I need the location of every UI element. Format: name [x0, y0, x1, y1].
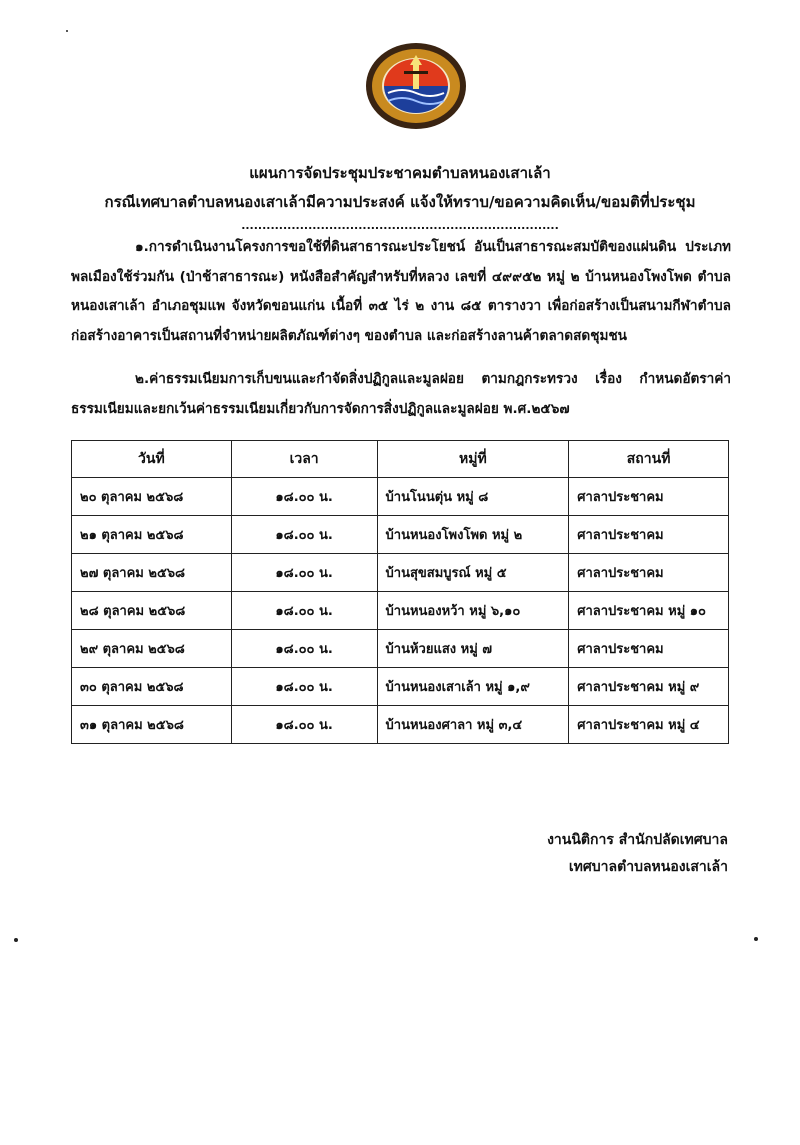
document-title: แผนการจัดประชุมประชาคมตำบลหนองเสาเล้า	[249, 164, 551, 182]
cell-village: บ้านหนองศาลา หมู่ ๓,๔	[377, 706, 569, 744]
cell-time: ๑๘.๐๐ น.	[231, 630, 377, 668]
cell-date: ๒๑ ตุลาคม ๒๕๖๘	[72, 516, 232, 554]
scan-speck	[66, 30, 68, 32]
scan-speck	[14, 938, 18, 942]
cell-village: บ้านหนองโพงโพด หมู่ ๒	[377, 516, 569, 554]
cell-time: ๑๘.๐๐ น.	[231, 592, 377, 630]
agenda-item-1	[71, 233, 731, 351]
cell-date: ๓๑ ตุลาคม ๒๕๖๘	[72, 706, 232, 744]
header-date: วันที่	[72, 441, 232, 478]
cell-venue: ศาลาประชาคม	[569, 554, 729, 592]
cell-date: ๒๙ ตุลาคม ๒๕๖๘	[72, 630, 232, 668]
cell-village: บ้านโนนตุ่น หมู่ ๘	[377, 478, 569, 516]
cell-time: ๑๘.๐๐ น.	[231, 706, 377, 744]
cell-time: ๑๘.๐๐ น.	[231, 668, 377, 706]
cell-village: บ้านหนองเสาเล้า หมู่ ๑,๙	[377, 668, 569, 706]
cell-venue: ศาลาประชาคม	[569, 478, 729, 516]
cell-venue: ศาลาประชาคม หมู่ ๔	[569, 706, 729, 744]
cell-village: บ้านหนองหว้า หมู่ ๖,๑๐	[377, 592, 569, 630]
header-time: เวลา	[231, 441, 377, 478]
table-row	[72, 706, 729, 744]
cell-date: ๒๘ ตุลาคม ๒๕๖๘	[72, 592, 232, 630]
header-venue: สถานที่	[569, 441, 729, 478]
cell-village: บ้านห้วยแสง หมู่ ๗	[377, 630, 569, 668]
agenda-item-2-text: ๒.ค่าธรรมเนียมการเก็บขนและกำจัดสิ่งปฏิกูลและมูลฝอย ตามกฎกระทรวง เรื่อง กำหนดอัตราค่าธรรมเนียมและยกเว้นค่าธรรมเนียมเกี่ยวกับการจัดการสิ่งปฏิกูลและมูลฝอย พ.ศ.๒๕๖๗	[71, 371, 731, 417]
municipality-seal-logo	[364, 41, 468, 131]
cell-time: ๑๘.๐๐ น.	[231, 516, 377, 554]
cell-date: ๓๐ ตุลาคม ๒๕๖๘	[72, 668, 232, 706]
cell-time: ๑๘.๐๐ น.	[231, 554, 377, 592]
cell-venue: ศาลาประชาคม หมู่ ๑๐	[569, 592, 729, 630]
agenda-item-1-text: ๑.การดำเนินงานโครงการขอใช้ที่ดินสาธารณะประโยชน์ อันเป็นสาธารณะสมบัติของแผ่นดิน ประเภทพลเมืองใช้ร่วมกัน (ป่าช้าสาธารณะ) หนังสือสำคัญสำหรับที่หลวง เลขที่ ๔๙๙๕๒ หมู่ ๒ บ้านหนองโพงโพด ตำบลหนองเสาเล้า อำเภอชุมแพ จังหวัดขอนแก่น เนื้อที่ ๓๕ ไร่ ๒ งาน ๘๕ ตารางวา เพื่อก่อสร้างเป็นสนามกีฬาตำบล ก่อสร้างอาคารเป็นสถานที่จำหน่ายผลิตภัณฑ์ต่างๆ ของตำบล และก่อสร้างลานค้าตลาดสดชุมชน	[71, 239, 731, 344]
table-row	[72, 630, 729, 668]
table-row	[72, 668, 729, 706]
scan-speck	[754, 937, 758, 941]
table-row	[72, 516, 729, 554]
table-row	[72, 478, 729, 516]
dotted-separator: ............................................................................	[241, 219, 559, 232]
document-subtitle: กรณีเทศบาลตำบลหนองเสาเล้ามีความประสงค์ แจ้งให้ทราบ/ขอความคิดเห็น/ขอมติที่ประชุม	[104, 193, 696, 211]
table-row	[72, 554, 729, 592]
table-row	[72, 592, 729, 630]
table-header-row	[72, 441, 729, 478]
cell-time: ๑๘.๐๐ น.	[231, 478, 377, 516]
cell-date: ๒๐ ตุลาคม ๒๕๖๘	[72, 478, 232, 516]
signature-department: งานนิติการ สำนักปลัดเทศบาล	[547, 832, 728, 848]
cell-village: บ้านสุขสมบูรณ์ หมู่ ๕	[377, 554, 569, 592]
header-village: หมู่ที่	[377, 441, 569, 478]
cell-date: ๒๗ ตุลาคม ๒๕๖๘	[72, 554, 232, 592]
meeting-schedule-table	[71, 440, 729, 744]
cell-venue: ศาลาประชาคม	[569, 516, 729, 554]
cell-venue: ศาลาประชาคม	[569, 630, 729, 668]
agenda-item-2	[71, 365, 731, 424]
cell-venue: ศาลาประชาคม หมู่ ๙	[569, 668, 729, 706]
signature-organization: เทศบาลตำบลหนองเสาเล้า	[568, 859, 728, 875]
